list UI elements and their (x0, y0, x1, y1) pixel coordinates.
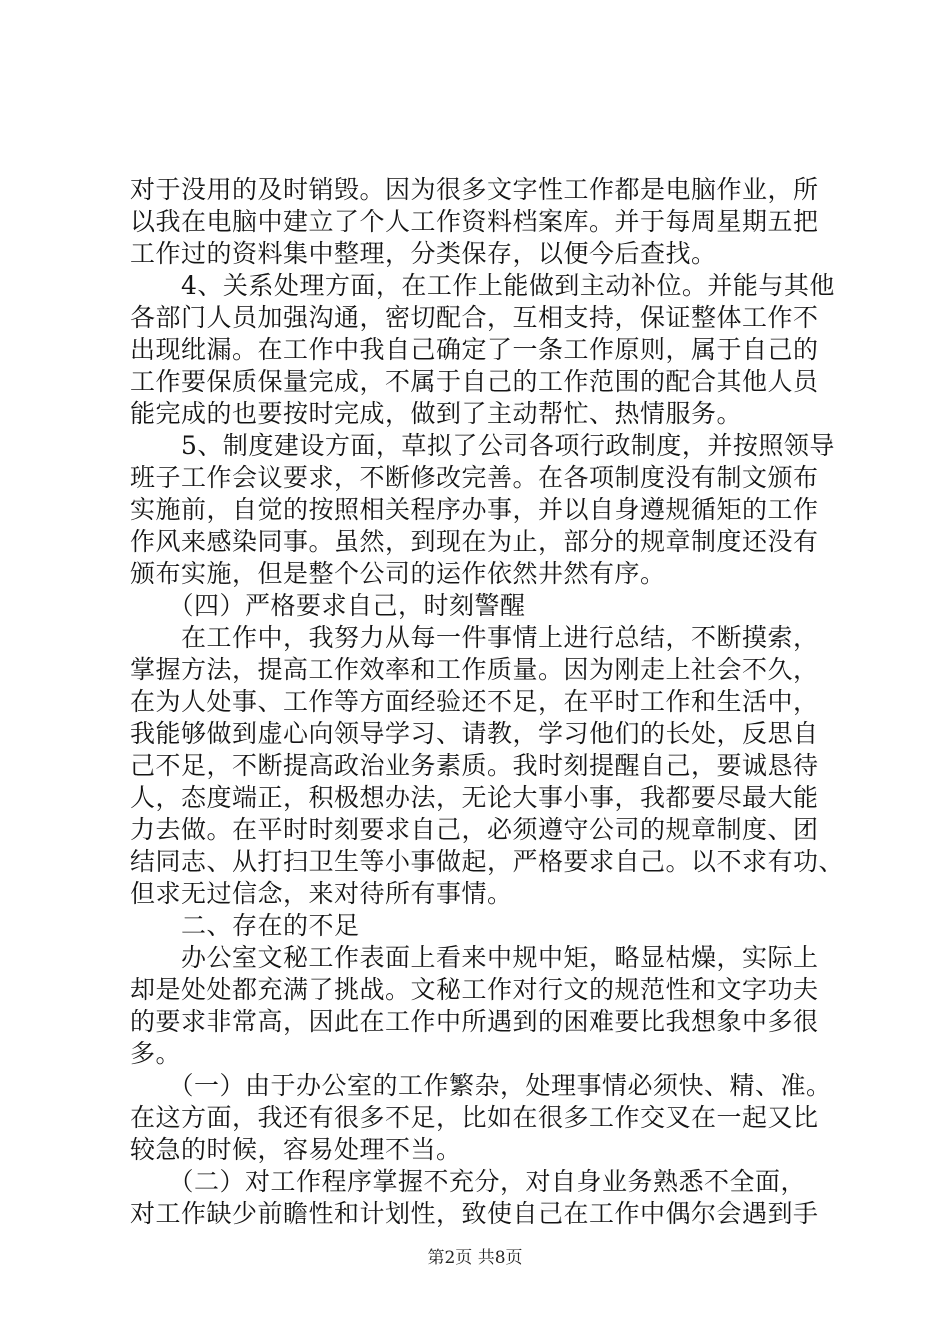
text-line: 5、制度建设方面，草拟了公司各项行政制度，并按照领导 (130, 431, 835, 460)
text-line: （一）由于办公室的工作繁杂，处理事情必须快、精、准。 (130, 1071, 832, 1100)
section-heading: （四）严格要求自己，时刻警醒 (130, 591, 526, 620)
text-line: 但求无过信念，来对待所有事情。 (130, 879, 513, 908)
text-line: 人，态度端正，积极想办法，无论大事小事，我都要尽最大能 (130, 783, 819, 812)
text-line: 对于没用的及时销毁。因为很多文字性工作都是电脑作业，所 (130, 175, 819, 204)
text-line: 较急的时候，容易处理不当。 (130, 1135, 462, 1164)
document-body (130, 174, 850, 1230)
text-line: 力去做。在平时时刻要求自己，必须遵守公司的规章制度、团 (130, 815, 819, 844)
text-line: 出现纰漏。在工作中我自己确定了一条工作原则，属于自己的 (130, 335, 819, 364)
text-line: 却是处处都充满了挑战。文秘工作对行文的规范性和文字功夫 (130, 975, 819, 1004)
text-line: 以我在电脑中建立了个人工作资料档案库。并于每周星期五把 (130, 207, 819, 236)
text-line: （二）对工作程序掌握不充分，对自身业务熟悉不全面， (130, 1167, 807, 1196)
text-line: 结同志、从打扫卫生等小事做起，严格要求自己。以不求有功、 (130, 847, 845, 876)
text-line: 在工作中，我努力从每一件事情上进行总结，不断摸索， (130, 623, 819, 652)
text-line: 4、关系处理方面，在工作上能做到主动补位。并能与其他 (130, 271, 835, 300)
text-line: 颁布实施，但是整个公司的运作依然井然有序。 (130, 559, 666, 588)
page-number-footer: 第2页 共8页 (427, 1248, 523, 1268)
text-line: 掌握方法，提高工作效率和工作质量。因为刚走上社会不久， (130, 655, 819, 684)
text-line: 己不足，不断提高政治业务素质。我时刻提醒自己，要诚恳待 (130, 751, 819, 780)
text-line: 作风来感染同事。虽然，到现在为止，部分的规章制度还没有 (130, 527, 819, 556)
text-line: 对工作缺少前瞻性和计划性，致使自己在工作中偶尔会遇到手 (130, 1199, 819, 1228)
text-line: 班子工作会议要求，不断修改完善。在各项制度没有制文颁布 (130, 463, 819, 492)
text-line: 办公室文秘工作表面上看来中规中矩，略显枯燥，实际上 (130, 943, 819, 972)
text-line: 工作要保质保量完成，不属于自己的工作范围的配合其他人员 (130, 367, 819, 396)
text-line: 多。 (130, 1039, 182, 1068)
text-line: 在这方面，我还有很多不足，比如在很多工作交叉在一起又比 (130, 1103, 819, 1132)
text-line: 我能够做到虚心向领导学习、请教，学习他们的长处，反思自 (130, 719, 819, 748)
text-line: 能完成的也要按时完成，做到了主动帮忙、热情服务。 (130, 399, 743, 428)
text-line: 各部门人员加强沟通，密切配合，互相支持，保证整体工作不 (130, 303, 819, 332)
text-line: 工作过的资料集中整理，分类保存，以便今后查找。 (130, 239, 717, 268)
text-line: 实施前，自觉的按照相关程序办事，并以自身遵规循矩的工作 (130, 495, 819, 524)
text-line: 在为人处事、工作等方面经验还不足，在平时工作和生活中， (130, 687, 819, 716)
text-line: 的要求非常高，因此在工作中所遇到的困难要比我想象中多很 (130, 1007, 819, 1036)
section-heading: 二、存在的不足 (130, 911, 360, 940)
